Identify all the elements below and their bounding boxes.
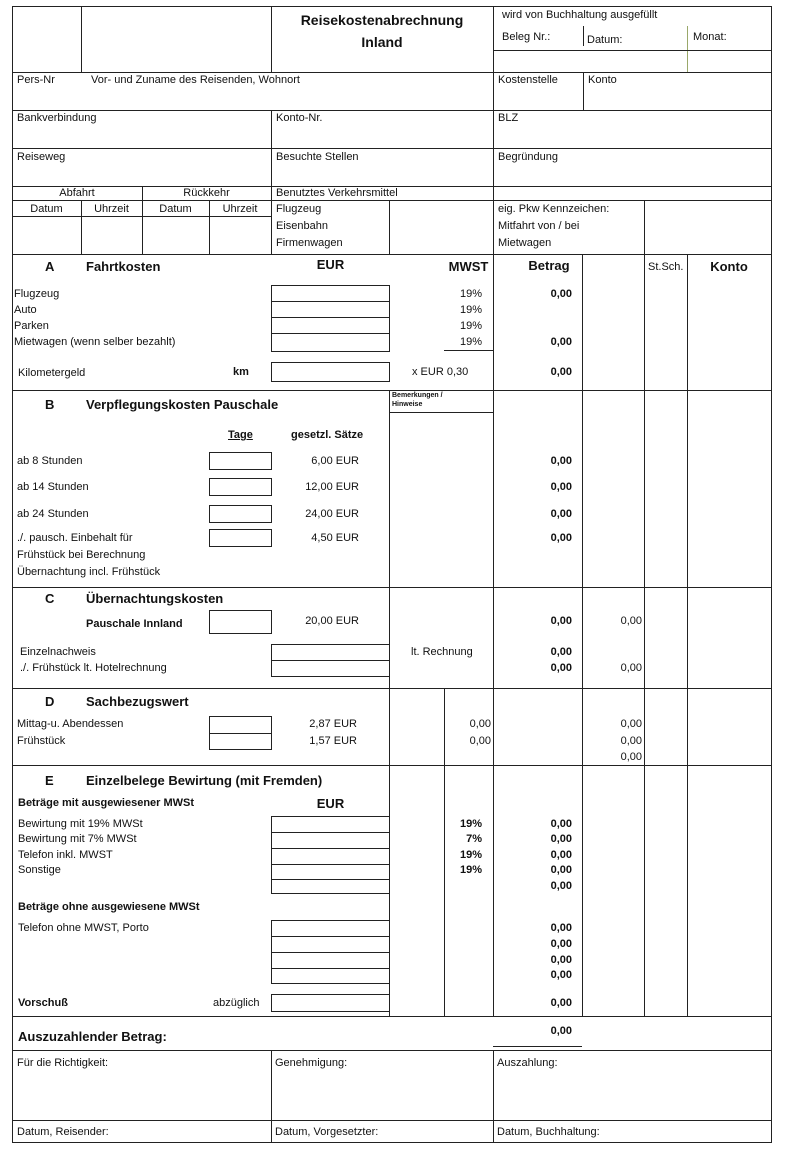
a-row-mwst: 19% — [459, 288, 482, 300]
einzelnachweis-betrag: 0,00 — [550, 646, 572, 658]
b-row-label: ab 8 Stunden — [17, 455, 83, 467]
beleg-nr-label: Beleg Nr.: — [502, 31, 551, 43]
d-fruehstueck-satz: 1,57 EUR — [309, 735, 357, 747]
b-row-satz: 12,00 EUR — [305, 481, 359, 493]
einbehalt-betrag: 0,00 — [550, 532, 572, 544]
bemerkungen-label: Bemerkungen / — [392, 392, 443, 399]
einbehalt-label-1: ./. pausch. Einbehalt für — [17, 532, 133, 544]
ohne-betrag: 0,00 — [550, 969, 572, 981]
einbehalt-label-3: Übernachtung incl. Frühstück — [17, 566, 161, 578]
a-row-label: Parken — [14, 320, 49, 332]
a-row-betrag: 0,00 — [550, 288, 572, 300]
section-a-letter: A — [45, 259, 55, 274]
einzelnachweis-input[interactable] — [271, 644, 390, 677]
e-row-betrag: 0,00 — [550, 833, 572, 845]
mit-mwst-label: Beträge mit ausgewiesener MWSt — [18, 797, 195, 809]
section-b-letter: B — [45, 397, 55, 412]
besuchte-stellen-label: Besuchte Stellen — [276, 151, 359, 163]
tage-header: Tage — [228, 429, 253, 441]
total-value: 0,00 — [550, 1025, 572, 1037]
section-e-letter: E — [45, 773, 54, 788]
d-total-stsch: 0,00 — [620, 751, 642, 763]
flugzeug-label: Flugzeug — [276, 203, 322, 215]
vorgesetzter-label: Datum, Vorgesetzter: — [275, 1126, 379, 1138]
verkehrsmittel-label: Benutztes Verkehrsmittel — [276, 187, 398, 199]
mittag-value: 0,00 — [469, 718, 491, 730]
section-c-title: Übernachtungskosten — [86, 591, 224, 606]
e-row-mwst: 7% — [466, 833, 482, 845]
form-subtitle: Inland — [361, 34, 403, 50]
pers-nr-label: Pers-Nr — [17, 74, 55, 86]
pauschale-stsch: 0,00 — [620, 615, 642, 627]
e-row-betrag: 0,00 — [550, 880, 572, 892]
vorschuss-betrag: 0,00 — [550, 997, 572, 1009]
section-c-letter: C — [45, 591, 55, 606]
konto-label: Konto — [588, 74, 617, 86]
a-row-label: Flugzeug — [14, 288, 60, 300]
monat-label: Monat: — [693, 31, 727, 43]
hotel-fruehstueck-label: ./. Frühstück lt. Hotelrechnung — [20, 662, 167, 674]
a-row-betrag: 0,00 — [550, 336, 572, 348]
bankverbindung-label: Bankverbindung — [17, 112, 97, 124]
pauschale-label: Pauschale Innland — [86, 618, 183, 630]
b-row-label: ab 14 Stunden — [17, 481, 89, 493]
pauschale-betrag: 0,00 — [550, 615, 572, 627]
a-row-mwst: 19% — [459, 320, 482, 332]
saetze-header: gesetzl. Sätze — [291, 429, 364, 441]
telefon-ohne-label: Telefon ohne MWST, Porto — [18, 922, 149, 934]
hinweise-label: Hinweise — [392, 401, 423, 408]
a-row-label: Auto — [14, 304, 37, 316]
kostenstelle-label: Kostenstelle — [498, 74, 558, 86]
betrag-header: Betrag — [528, 258, 570, 273]
ohne-betrag: 0,00 — [550, 922, 572, 934]
fahrtkosten-eur-input[interactable] — [271, 285, 390, 352]
rueckkehr-label: Rückkehr — [183, 187, 230, 199]
a-row-mwst: 19% — [459, 304, 482, 316]
mittag-label: Mittag-u. Abendessen — [17, 718, 124, 730]
konto-nr-label: Konto-Nr. — [276, 112, 323, 124]
b-row-label: ab 24 Stunden — [17, 508, 89, 520]
firmenwagen-label: Firmenwagen — [276, 237, 343, 249]
sachbezug-input[interactable] — [209, 716, 272, 750]
section-b-title: Verpflegungskosten Pauschale — [86, 397, 279, 412]
e-row-betrag: 0,00 — [550, 849, 572, 861]
hotel-fruehstueck-stsch: 0,00 — [620, 662, 642, 674]
vorschuss-input[interactable] — [271, 994, 390, 1012]
km-input[interactable] — [271, 362, 390, 382]
e-row-mwst: 19% — [459, 818, 482, 830]
kilometergeld-label: Kilometergeld — [18, 367, 86, 379]
total-label: Auszuzahlender Betrag: — [18, 1029, 167, 1044]
hotel-fruehstueck-betrag: 0,00 — [550, 662, 572, 674]
rechnung-label: lt. Rechnung — [411, 646, 473, 658]
konto-header: Konto — [710, 259, 748, 274]
e-row-mwst: 19% — [459, 864, 482, 876]
pauschale-input[interactable] — [209, 610, 272, 634]
ohne-betrag: 0,00 — [550, 954, 572, 966]
eisenbahn-label: Eisenbahn — [276, 220, 328, 232]
abfahrt-datum-label: Datum — [30, 203, 63, 215]
mitfahrt-label: Mitfahrt von / bei — [498, 220, 580, 232]
mittag-satz: 2,87 EUR — [309, 718, 357, 730]
tage-8-input[interactable] — [209, 452, 272, 470]
b-row-betrag: 0,00 — [550, 508, 572, 520]
d-fruehstueck-value: 0,00 — [469, 735, 491, 747]
ohne-mwst-eur-input[interactable] — [271, 920, 390, 984]
stsch-header: St.Sch. — [648, 261, 684, 273]
e-row-label: Telefon inkl. MWST — [18, 849, 113, 861]
einbehalt-label-2: Frühstück bei Berechnung — [17, 549, 146, 561]
section-e-title: Einzelbelege Bewirtung (mit Fremden) — [86, 773, 323, 788]
rueckkehr-uhrzeit-label: Uhrzeit — [222, 203, 258, 215]
name-label: Vor- und Zuname des Reisenden, Wohnort — [91, 74, 300, 86]
reiseweg-label: Reiseweg — [17, 151, 66, 163]
e-row-betrag: 0,00 — [550, 818, 572, 830]
e-eur-header: EUR — [316, 796, 345, 811]
begruendung-label: Begründung — [498, 151, 558, 163]
e-row-label: Bewirtung mit 19% MWSt — [18, 818, 143, 830]
e-row-label: Bewirtung mit 7% MWSt — [18, 833, 137, 845]
e-row-mwst: 19% — [459, 849, 482, 861]
rueckkehr-datum-label: Datum — [159, 203, 192, 215]
einbehalt-input[interactable] — [209, 529, 272, 547]
form-title: Reisekostenabrechnung — [300, 12, 464, 28]
a-row-label: Mietwagen (wenn selber bezahlt) — [14, 336, 176, 348]
mwst-header: MWST — [448, 259, 489, 274]
buchhaltung-label: Datum, Buchhaltung: — [497, 1126, 600, 1138]
ohne-betrag: 0,00 — [550, 938, 572, 950]
section-a-title: Fahrtkosten — [86, 259, 161, 274]
km-rate: x EUR 0,30 — [412, 366, 469, 378]
blz-label: BLZ — [498, 112, 519, 124]
auszahlung-label: Auszahlung: — [497, 1057, 558, 1069]
e-row-betrag: 0,00 — [550, 864, 572, 876]
section-d-letter: D — [45, 694, 55, 709]
b-row-betrag: 0,00 — [550, 455, 572, 467]
einbehalt-satz: 4,50 EUR — [311, 532, 359, 544]
reisender-label: Datum, Reisender: — [17, 1126, 109, 1138]
pkw-label: eig. Pkw Kennzeichen: — [498, 203, 610, 215]
pauschale-satz: 20,00 EUR — [305, 615, 359, 627]
eur-header: EUR — [316, 257, 345, 272]
tage-24-input[interactable] — [209, 505, 272, 523]
km-label: km — [233, 366, 249, 378]
d-fruehstueck-label: Frühstück — [17, 735, 66, 747]
section-d-title: Sachbezugswert — [86, 694, 189, 709]
mietwagen-label: Mietwagen — [498, 237, 552, 249]
km-betrag: 0,00 — [550, 366, 572, 378]
b-row-betrag: 0,00 — [550, 481, 572, 493]
ohne-mwst-label: Beträge ohne ausgewiesene MWSt — [18, 901, 200, 913]
abfahrt-uhrzeit-label: Uhrzeit — [94, 203, 129, 215]
b-row-satz: 6,00 EUR — [311, 455, 359, 467]
datum-label: Datum: — [587, 34, 623, 46]
abfahrt-label: Abfahrt — [59, 187, 95, 199]
b-row-satz: 24,00 EUR — [305, 508, 359, 520]
abzueglich-label: abzüglich — [213, 997, 260, 1009]
tage-14-input[interactable] — [209, 478, 272, 496]
mittag-stsch: 0,00 — [620, 718, 642, 730]
d-fruehstueck-stsch: 0,00 — [620, 735, 642, 747]
accounting-note: wird von Buchhaltung ausgefüllt — [502, 9, 658, 21]
genehmigung-label: Genehmigung: — [275, 1057, 348, 1069]
bewirtung-eur-input[interactable] — [271, 816, 390, 894]
e-row-label: Sonstige — [18, 864, 61, 876]
vorschuss-label: Vorschuß — [18, 997, 68, 1009]
einzelnachweis-label: Einzelnachweis — [20, 646, 96, 658]
a-row-mwst: 19% — [459, 336, 482, 348]
richtigkeit-label: Für die Richtigkeit: — [17, 1057, 109, 1069]
